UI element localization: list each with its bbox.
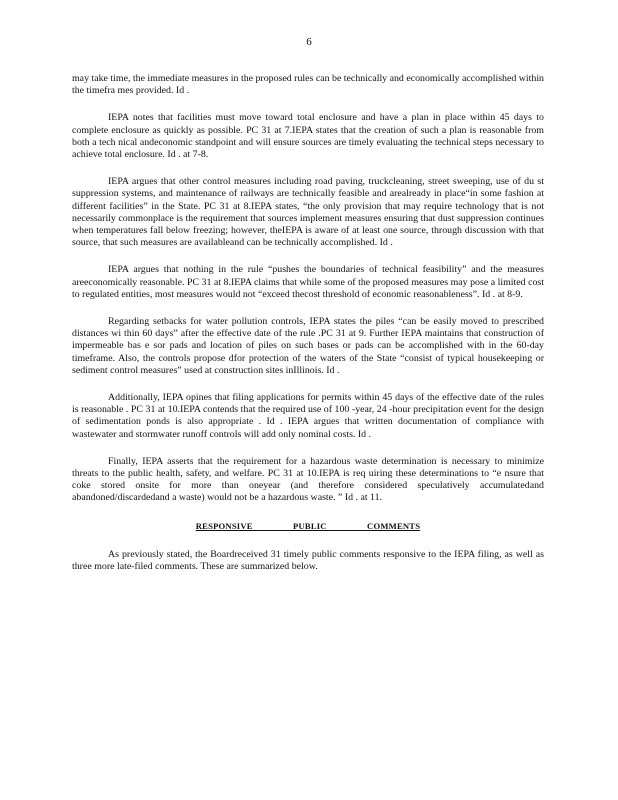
page-number: 6 [306,36,312,48]
paragraph: Regarding setbacks for water pollution controls, IEPA states the piles “can be easily moved to prescribed distances wi thin 60 days” after the effective date of the rule .PC 31 at 9. Further IEPA maintains that construction of impermeable bas e sor pads and location of piles on such bases or pads can be accomplished with in the 60-day timeframe. Also, the controls propose dfor protection of the waters of the State “consist of typical housekeeping or sediment control measures” used at construction sites inIllinois. Id . [72,316,544,376]
document-body [72,73,544,588]
paragraph-continued: may take time, the immediate measures in the proposed rules can be technically and economically accomplished within the timefra mes provided. Id . [72,73,544,97]
paragraph: As previously stated, the Boardreceived 31 timely public comments responsive to the IEPA filing, as well as three more late-filed comments. These are summarized below. [72,548,544,573]
paragraph: IEPA notes that facilities must move toward total enclosure and have a plan in place within 45 days to complete enclosure as quickly as possible. PC 31 at 7.IEPA states that the creation of such a plan is reasonable from both a tech nical andeconomic standpoint and will ensure sources are timely evaluating the technical steps necessary to achieve total enclosure. Id . at 7-8. [72,112,544,161]
paragraph: IEPA argues that nothing in the rule “pushes the boundaries of technical feasibility” and the measures areeconomically reasonable. PC 31 at 8.IEPA claims that while some of the proposed measures may pose a limited cost to regulated entities, most measures would not “exceed thecost threshold of economic reasonableness”. Id . at 8-9. [72,264,544,300]
paragraph: Additionally, IEPA opines that filing applications for permits within 45 days of the effective date of the rules is reasonable . PC 31 at 10.IEPA contends that the required use of 100 -year, 24 -hour precipitation event for the design of sedimentation ponds is also appropriate . Id . IEPA argues that written documentation of compliance with wastewater and stormwater runoff controls will add only nominal costs. Id . [72,392,544,440]
paragraph: Finally, IEPA asserts that the requirement for a hazardous waste determination is necessary to minimize threats to the public health, safety, and welfare. PC 31 at 10.IEPA is req uiring these determinations to “e nsure that coke stored onsite for more than oneyear (and therefore considered speculatively accumulatedand abandoned/discardedand a waste) would not be a hazardous waste. ” Id . at 11. [72,455,544,504]
section-heading: RESPONSIVE PUBLIC COMMENTS [195,520,421,531]
paragraph: IEPA argues that other control measures including road paving, truckcleaning, street sweeping, use of du st suppression systems, and maintenance of railways are technically feasible and arealready in place“in some fashion at different facilities” in the State. PC 31 at 8.IEPA states, “the only provision that may require technology that is not necessarily commonplace is the requirement that sources implement measures ensuring that dust suppression continues when temperatures fall below freezing; however, theIEPA is aware of at least one source, through discussion with that source, that such measures are availableand can be technically accomplished. Id . [72,176,544,249]
